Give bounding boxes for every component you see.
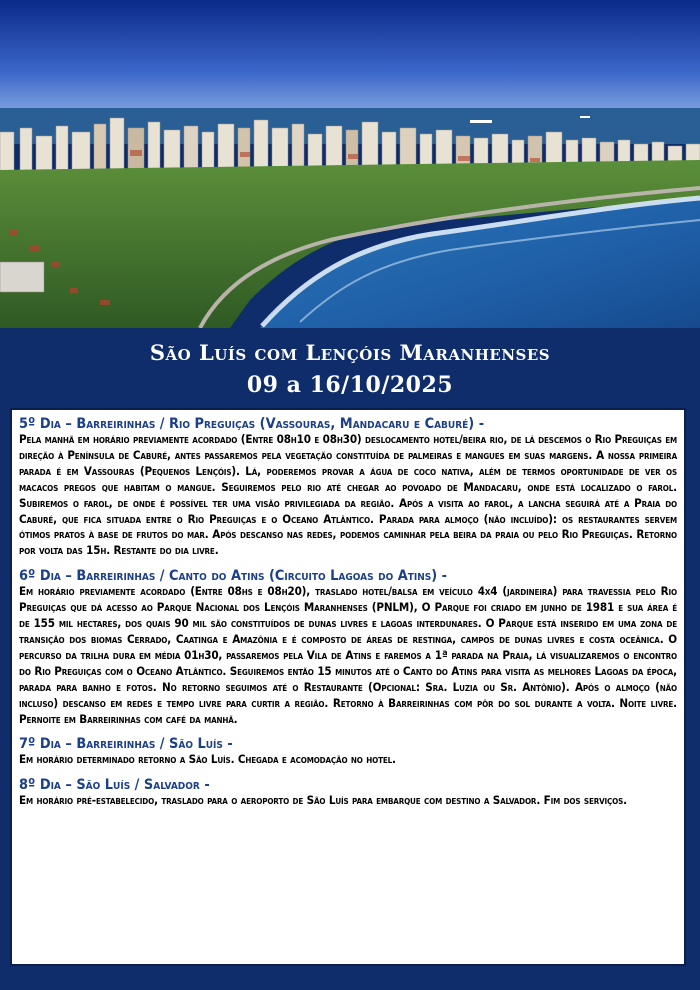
city-coastline-photo xyxy=(0,0,700,328)
itinerary-panel xyxy=(10,408,686,966)
travel-dates: 09 a 16/10/2025 xyxy=(246,372,454,398)
day-7-description: Em horário determinado retorno a São Luís. Chegada e acomodação no hotel. xyxy=(19,752,396,767)
day-8-heading: 8º Dia – São Luís / Salvador - xyxy=(19,777,210,794)
title-band xyxy=(0,328,700,408)
day-7-section xyxy=(19,736,677,768)
day-5-heading: 5º Dia – Barreirinhas / Rio Preguiças (Vassouras, Mandacaru e Caburé) - xyxy=(19,416,485,432)
day-6-section xyxy=(19,568,677,727)
day-8-section xyxy=(19,777,677,809)
day-6-heading: 6º Dia – Barreirinhas / Canto do Atins (Circuito Lagoas do Atins) - xyxy=(19,568,448,585)
day-8-description: Em horário pré-estabelecido, traslado para o aeroporto de São Luís para embarque com destino a Salvador. Fim dos serviços. xyxy=(19,793,627,808)
page-title: São Luís com Lençóis Maranhenses xyxy=(149,340,551,365)
day-6-description: Em horário previamente acordado (Entre 08hs e 08h20), traslado hotel/balsa em veículo 4x4 (jardineira) para travessia pelo Rio Preguiças que dá acesso ao Parque Nacional dos Lençóis Maranhenses (PNLM), O Parque foi criado em junho de 1981 e sua área é de 155 mil hectares, dos quais 90 mil são constituídos de dunas livres e lagoas interdunares. O Parque está inserido em uma zona de transição dos biomas Cerrado, Caatinga e Amazônia e é composto de áreas de restinga, campos de dunas livres e costa oceânica. O percurso da trilha dura em média 01h30, passaremos pela Vila de Atins e faremos a 1ª parada na Praia, lá visualizaremos o encontro do Rio Preguiças com o Oceano Atlântico. Seguiremos então 15 minutos até o Canto do Atins para visita as melhores Lagoas da época, parada para banho e fotos. No retorno seguimos até o Restaurante (Opcional: Sra. Luzia ou Sr. Antônio). Após o almoço (não incluso) descanso em redes e tempo livre para curtir a região. Retorno à Barreirinhas com pôr do sol durante a volta. Noite livre. Pernoite em Barreirinhas com café da manhã. xyxy=(19,584,677,726)
day-5-section xyxy=(19,416,677,559)
day-7-heading: 7º Dia – Barreirinhas / São Luís - xyxy=(19,736,233,753)
day-5-description: Pela manhã em horário previamente acordado (Entre 08h10 e 08h30) deslocamento hotel/beira rio, de lá descemos o Rio Preguiças em direção à Península de Caburé, antes passaremos pela vegetação constituída de palmeiras e mangues em suas margens. A nossa primeira parada é em Vassouras (Pequenos Lençóis). Lá, poderemos provar a água de coco nativa, além de termos oportunidade de ver os macacos pregos que habitam o mangue. Seguiremos pelo rio até chegar ao povoado de Mandacaru, onde está localizado o farol. Subiremos o farol, de onde é possível ter uma visão privilegiada da região. Após a visita ao farol, a lancha seguirá até a Praia do Caburé, que fica situada entre o Rio Preguiças e o Oceano Atlântico. Parada para almoço (não incluído): os restaurantes servem ótimos pratos à base de frutos do mar. Após descanso nas redes, podemos caminhar pela beira da praia ou pelo Rio Preguiças. Retorno por volta das 15h. Restante do dia livre. xyxy=(19,432,677,558)
